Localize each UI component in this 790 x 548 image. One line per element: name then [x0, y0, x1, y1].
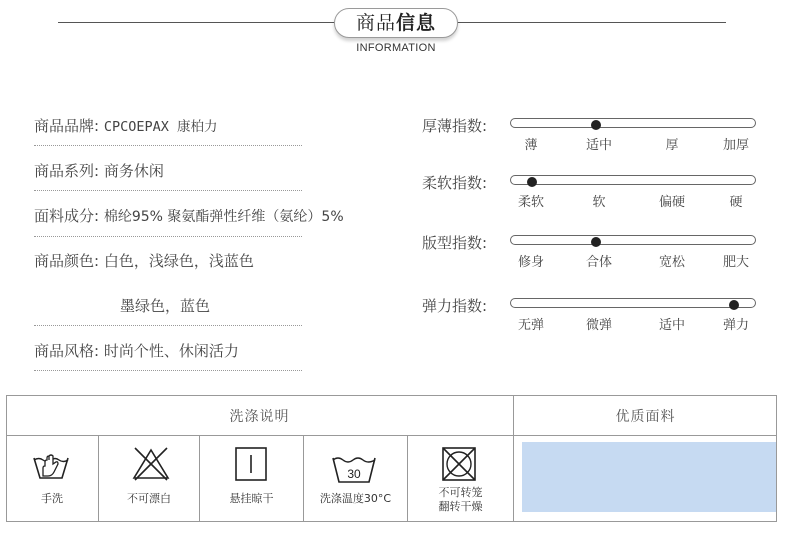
color-value-line2: 墨绿色，蓝色: [120, 297, 211, 315]
care-label-line2: 翻转干燥: [438, 500, 483, 513]
style-label: 商品风格:: [34, 342, 100, 360]
brand-label: 商品品牌:: [34, 117, 100, 135]
table-divider-vertical: [98, 435, 99, 522]
color-label: 商品颜色:: [34, 252, 100, 270]
table-divider-horizontal: [6, 435, 777, 436]
info-color: [34, 250, 254, 271]
index-label-softness: 柔软指数:: [422, 174, 488, 192]
info-brand: [34, 115, 218, 136]
header-line-left: [58, 22, 338, 23]
index-track-thickness: [510, 118, 756, 128]
header-line-right: [456, 22, 726, 23]
table-divider-vertical: [303, 435, 304, 522]
no-bleach-icon: [131, 446, 171, 482]
wash-temp-text: 30: [347, 467, 361, 481]
index-option: 偏硬: [658, 195, 686, 210]
care-label-hand-wash: 手洗: [41, 492, 63, 505]
color-value-line1: 白色，浅绿色，浅蓝色: [103, 252, 254, 270]
index-option: 微弹: [585, 318, 613, 333]
index-option: 柔软: [517, 195, 545, 210]
fabric-value: 棉纶95% 聚氨酯弹性纤维（氨纶）5%: [103, 209, 344, 225]
series-value: 商务休闲: [103, 162, 164, 180]
index-option: 适中: [658, 318, 686, 333]
fabric-section-title: 优质面料: [615, 409, 676, 425]
index-label-fit: 版型指数:: [422, 234, 488, 252]
index-option: 软: [592, 195, 606, 210]
fabric-label: 面料成分:: [34, 207, 100, 225]
index-label-thickness: 厚薄指数:: [422, 117, 488, 135]
page-title: [356, 12, 436, 34]
index-option: 肥大: [722, 255, 750, 270]
brand-value: CPCOEPAX 康柏力: [103, 119, 218, 135]
index-knob: [527, 177, 537, 187]
index-option: 无弹: [517, 318, 545, 333]
no-tumble-dry-icon: [441, 446, 477, 482]
fabric-swatch: [522, 442, 776, 512]
hand-wash-icon: [32, 448, 70, 482]
info-series: [34, 160, 164, 181]
index-knob: [591, 120, 601, 130]
index-track-elasticity: [510, 298, 756, 308]
care-label-wash-30: 洗涤温度30°C: [319, 492, 392, 505]
care-label-no-bleach: 不可漂白: [127, 492, 171, 505]
care-section-title: 洗涤说明: [229, 409, 290, 425]
divider: [34, 190, 302, 191]
divider: [34, 145, 302, 146]
line-dry-icon: [234, 446, 268, 482]
care-label-line-dry: 悬挂晾干: [229, 492, 274, 505]
page-title-bold: 信息: [396, 12, 437, 34]
info-style: [34, 340, 239, 361]
divider: [34, 370, 302, 371]
index-option: 厚: [665, 138, 679, 153]
index-option: 弹力: [722, 318, 750, 333]
index-knob: [729, 300, 739, 310]
index-option: 宽松: [658, 255, 686, 270]
header-badge: [334, 8, 458, 38]
table-divider-vertical: [199, 435, 200, 522]
index-option: 合体: [585, 255, 613, 270]
index-option: 薄: [524, 138, 538, 153]
care-label-line1: 不可转笼: [438, 486, 483, 499]
page-title-regular: 商品: [355, 12, 396, 34]
page-subtitle: INFORMATION: [356, 42, 436, 54]
index-option: 适中: [585, 138, 613, 153]
index-label-elasticity: 弹力指数:: [422, 297, 488, 315]
care-label-no-tumble-dry: [408, 486, 513, 514]
info-color-cont: [120, 295, 210, 316]
divider: [34, 325, 302, 326]
index-knob: [591, 237, 601, 247]
series-label: 商品系列:: [34, 162, 100, 180]
index-option: 硬: [729, 195, 743, 210]
wash-30-icon: [331, 452, 377, 484]
index-option: 修身: [517, 255, 545, 270]
info-fabric: [34, 205, 344, 226]
style-value: 时尚个性、休闲活力: [103, 342, 239, 360]
index-track-fit: [510, 235, 756, 245]
index-option: 加厚: [722, 138, 750, 153]
divider: [34, 236, 302, 237]
index-track-softness: [510, 175, 756, 185]
